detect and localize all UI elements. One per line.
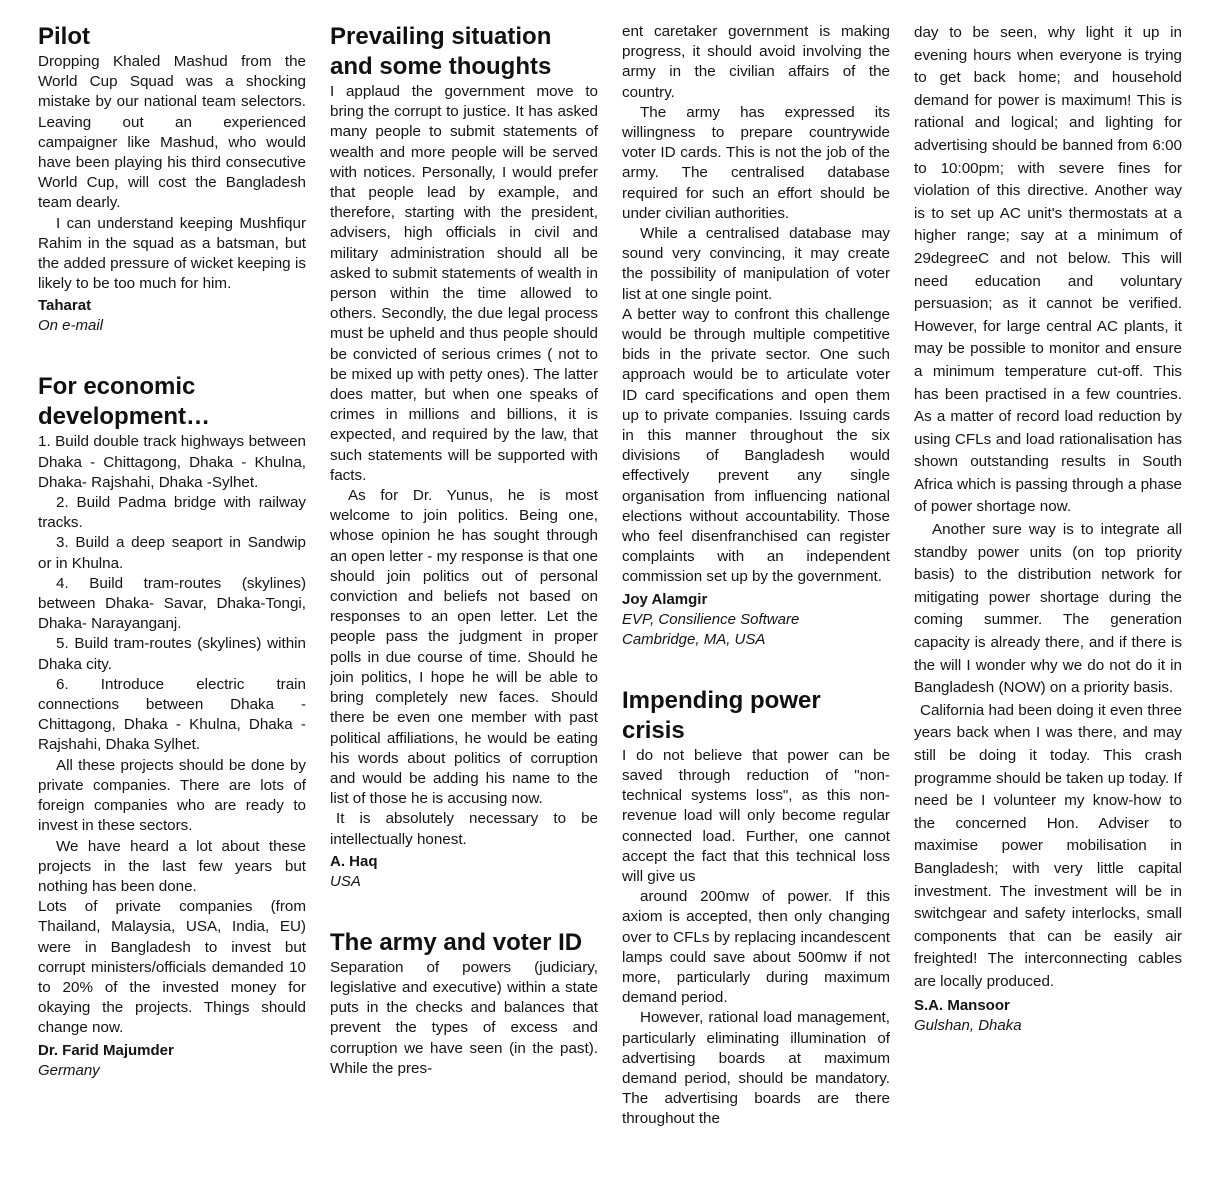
power-paragraph-2: around 200mw of power. If this axiom is accepted, then only changing over to CFLs by replacing incandescent lamps could save about 500mw if not more, particularly during maximum demand period. <box>622 888 890 1007</box>
power-paragraph-3: However, rational load management, particularly eliminating illumination of advertising boards at maximum demand period, should be mandatory. The advertising boards are there throughout the <box>622 1009 890 1128</box>
econ-item-3: 3. Build a deep seaport in Sandwip or in Khulna. <box>38 534 306 572</box>
army-paragraph-3: While a centralised database may sound very convincing, it may create the possibility of manipulation of voter list at one single point. <box>622 225 890 303</box>
econ-paragraph-9: Lots of private companies (from Thailand, Malaysia, USA, India, EU) were in Bangladesh to invest but corrupt ministers/officials demanded 10 to 20% of the invested money for okaying the projects. Things should change now. <box>38 898 306 1037</box>
army-author-location: Cambridge, MA, USA <box>622 630 766 648</box>
army-paragraph-4: A better way to confront this challenge would be through multiple competitive bids in the private sector. One such approach would be to articulate voter ID card specifications and open them up to private companies. Issuing cards in this manner throughout the six divisions of Bangladesh would effectively prevent any single organisation from influencing national elections without accountability. Those who feel disenfranchised can register complaints with an independent commission set up by the government. <box>622 305 890 586</box>
headline-impending-power-crisis: Impending power crisis <box>622 686 821 744</box>
headline-army-voter-id: The army and voter ID <box>330 928 583 956</box>
econ-item-5: 5. Build tram-routes (skylines) within Dhaka city. <box>38 635 306 673</box>
econ-item-2: 2. Build Padma bridge with railway tracks. <box>38 494 306 532</box>
econ-paragraph-8: We have heard a lot about these projects in the last few years but nothing has been done. <box>38 837 306 895</box>
prevailing-author-location: USA <box>330 872 361 890</box>
power-paragraph-1: I do not believe that power can be saved through reduction of "non-technical systems loss", as this non-revenue load will only become regular connected load. Further, one cannot accept the fact that this technical loss will give us <box>622 746 890 885</box>
power-author-location: Gulshan, Dhaka <box>914 1016 1022 1034</box>
army-paragraph-2: The army has expressed its willingness to prepare countrywide voter ID cards. This is not the job of the army. The centralised database required for such an effort should be under civilian authorities. <box>622 103 890 222</box>
prevailing-paragraph-3: It is absolutely necessary to be intellectually honest. <box>330 810 598 848</box>
army-author: Joy Alamgir <box>622 590 708 608</box>
econ-item-6: 6. Introduce electric train connections between Dhaka - Chittagong, Dhaka - Khulna, Dhaka - Rajshahi, Dhaka Sylhet. <box>38 675 306 754</box>
column-4 <box>914 22 1182 1188</box>
pilot-paragraph-1: Dropping Khaled Mashud from the World Cup Squad was a shocking mistake by our national team selectors. Leaving out an experienced campaigner like Mashud, who would have been playing his third consecutive World Cup, will cost the Bangladesh team dearly. <box>38 53 306 212</box>
econ-item-4: 4. Build tram-routes (skylines) between Dhaka- Savar, Dhaka-Tongi, Dhaka- Narayanganj. <box>38 574 306 633</box>
pilot-paragraph-2: I can understand keeping Mushfiqur Rahim in the squad as a batsman, but the added pressure of wicket keeping is likely to be too much for him. <box>38 214 306 293</box>
column-3 <box>622 22 890 1188</box>
power-paragraph-5: California had been doing it even three years back when I was there, and may still be doing it today. This crash programme should be taken up today. If need be I volunteer my know-how to the concerned Hon. Adviser to maximise power mobilisation in Bangladesh; with very little capital investment. The investment will be in switchgear and safety interlocks, small components that can be easily air freighted! The interconnecting cables are locally produced. <box>914 701 1182 990</box>
column-1 <box>38 22 306 1188</box>
prevailing-author: A. Haq <box>330 852 378 870</box>
econ-author: Dr. Farid Majumder <box>38 1041 174 1059</box>
headline-economic-development: For economic development… <box>38 373 211 431</box>
pilot-author: Taharat <box>38 297 92 315</box>
econ-item-1: 1. Build double track highways between Dhaka - Chittagong, Dhaka - Khulna, Dhaka- Rajshahi, Dhaka -Sylhet. <box>38 433 306 491</box>
econ-paragraph-7: All these projects should be done by private companies. There are lots of foreign companies who are ready to invest in these sectors. <box>38 756 306 835</box>
headline-pilot: Pilot <box>38 23 90 50</box>
power-paragraph-3-continued: day to be seen, why light it up in evening hours when everyone is trying to get back home; and household demand for power is maximum! This is rational and logical; and lighting for advertising should be banned from 6:00 to 10:00pm; with severe fines for violation of this directive. Another way is to set up AC unit's thermostats at a higher range; say at a minimum of 29degreeC and not below. This will need education and voluntary persuasion; as it cannot be verified. However, for large central AC plants, it may be possible to monitor and ensure a minimum temperature cut-off. This has been practised in a few countries. As a matter of record load reduction by using CFLs and load rationalisation has shown outstanding results in South Africa which is passing through a phase of power shortage now. <box>914 24 1182 516</box>
prevailing-paragraph-1: I applaud the government move to bring the corrupt to justice. It has asked many people to submit statements of wealth and more people will be served with notices. Personally, I would prefer that people lead by example, and therefore, starting with the president, advisers, high officials in civil and military administration should all be asked to submit statements of wealth in person within the time allowed to others. Secondly, the due legal process must be upheld and thus people should be convicted of serious crimes ( not to be mixed up with petty ones). The latter does matter, but when one speaks of crimes in millions and billions, it is expected, and required by the law, that such statements will be supported with facts. <box>330 83 598 484</box>
headline-prevailing-situation: Prevailing situation and some thoughts <box>330 23 552 80</box>
column-2 <box>330 22 598 1188</box>
pilot-author-location: On e-mail <box>38 317 104 335</box>
prevailing-paragraph-2: As for Dr. Yunus, he is most welcome to join politics. Being one, whose opinion he has sought through an open letter - my response is that one should join politics out of personal conviction and beliefs not based on responses to an open letter. Let the people pass the judgment in proper polls in due course of time. Should he join politics, I hope he will be able to bring completely new faces. Should there be even one member with past political affiliations, he would be eating his words about politics of corruption and would be adding his name to the list of those he is accusing now. <box>330 487 598 808</box>
power-author: S.A. Mansoor <box>914 996 1010 1014</box>
army-paragraph-1-continued: ent caretaker government is making progress, it should avoid involving the army in the civilian affairs of the country. <box>622 23 890 101</box>
power-paragraph-4: Another sure way is to integrate all standby power units (on top priority basis) to the distribution network for mitigating power shortage during the coming summer. The generation capacity is already there, and if there is the will I wonder why we do not do it in Bangladesh (NOW) on a priority basis. <box>914 521 1182 697</box>
econ-author-location: Germany <box>38 1061 100 1079</box>
army-paragraph-1: Separation of powers (judiciary, legislative and executive) within a state puts in the checks and balances that prevent the types of excess and corruption we have seen (in the past). While the pres- <box>330 958 598 1077</box>
army-author-title: EVP, Consilience Software <box>622 610 800 628</box>
